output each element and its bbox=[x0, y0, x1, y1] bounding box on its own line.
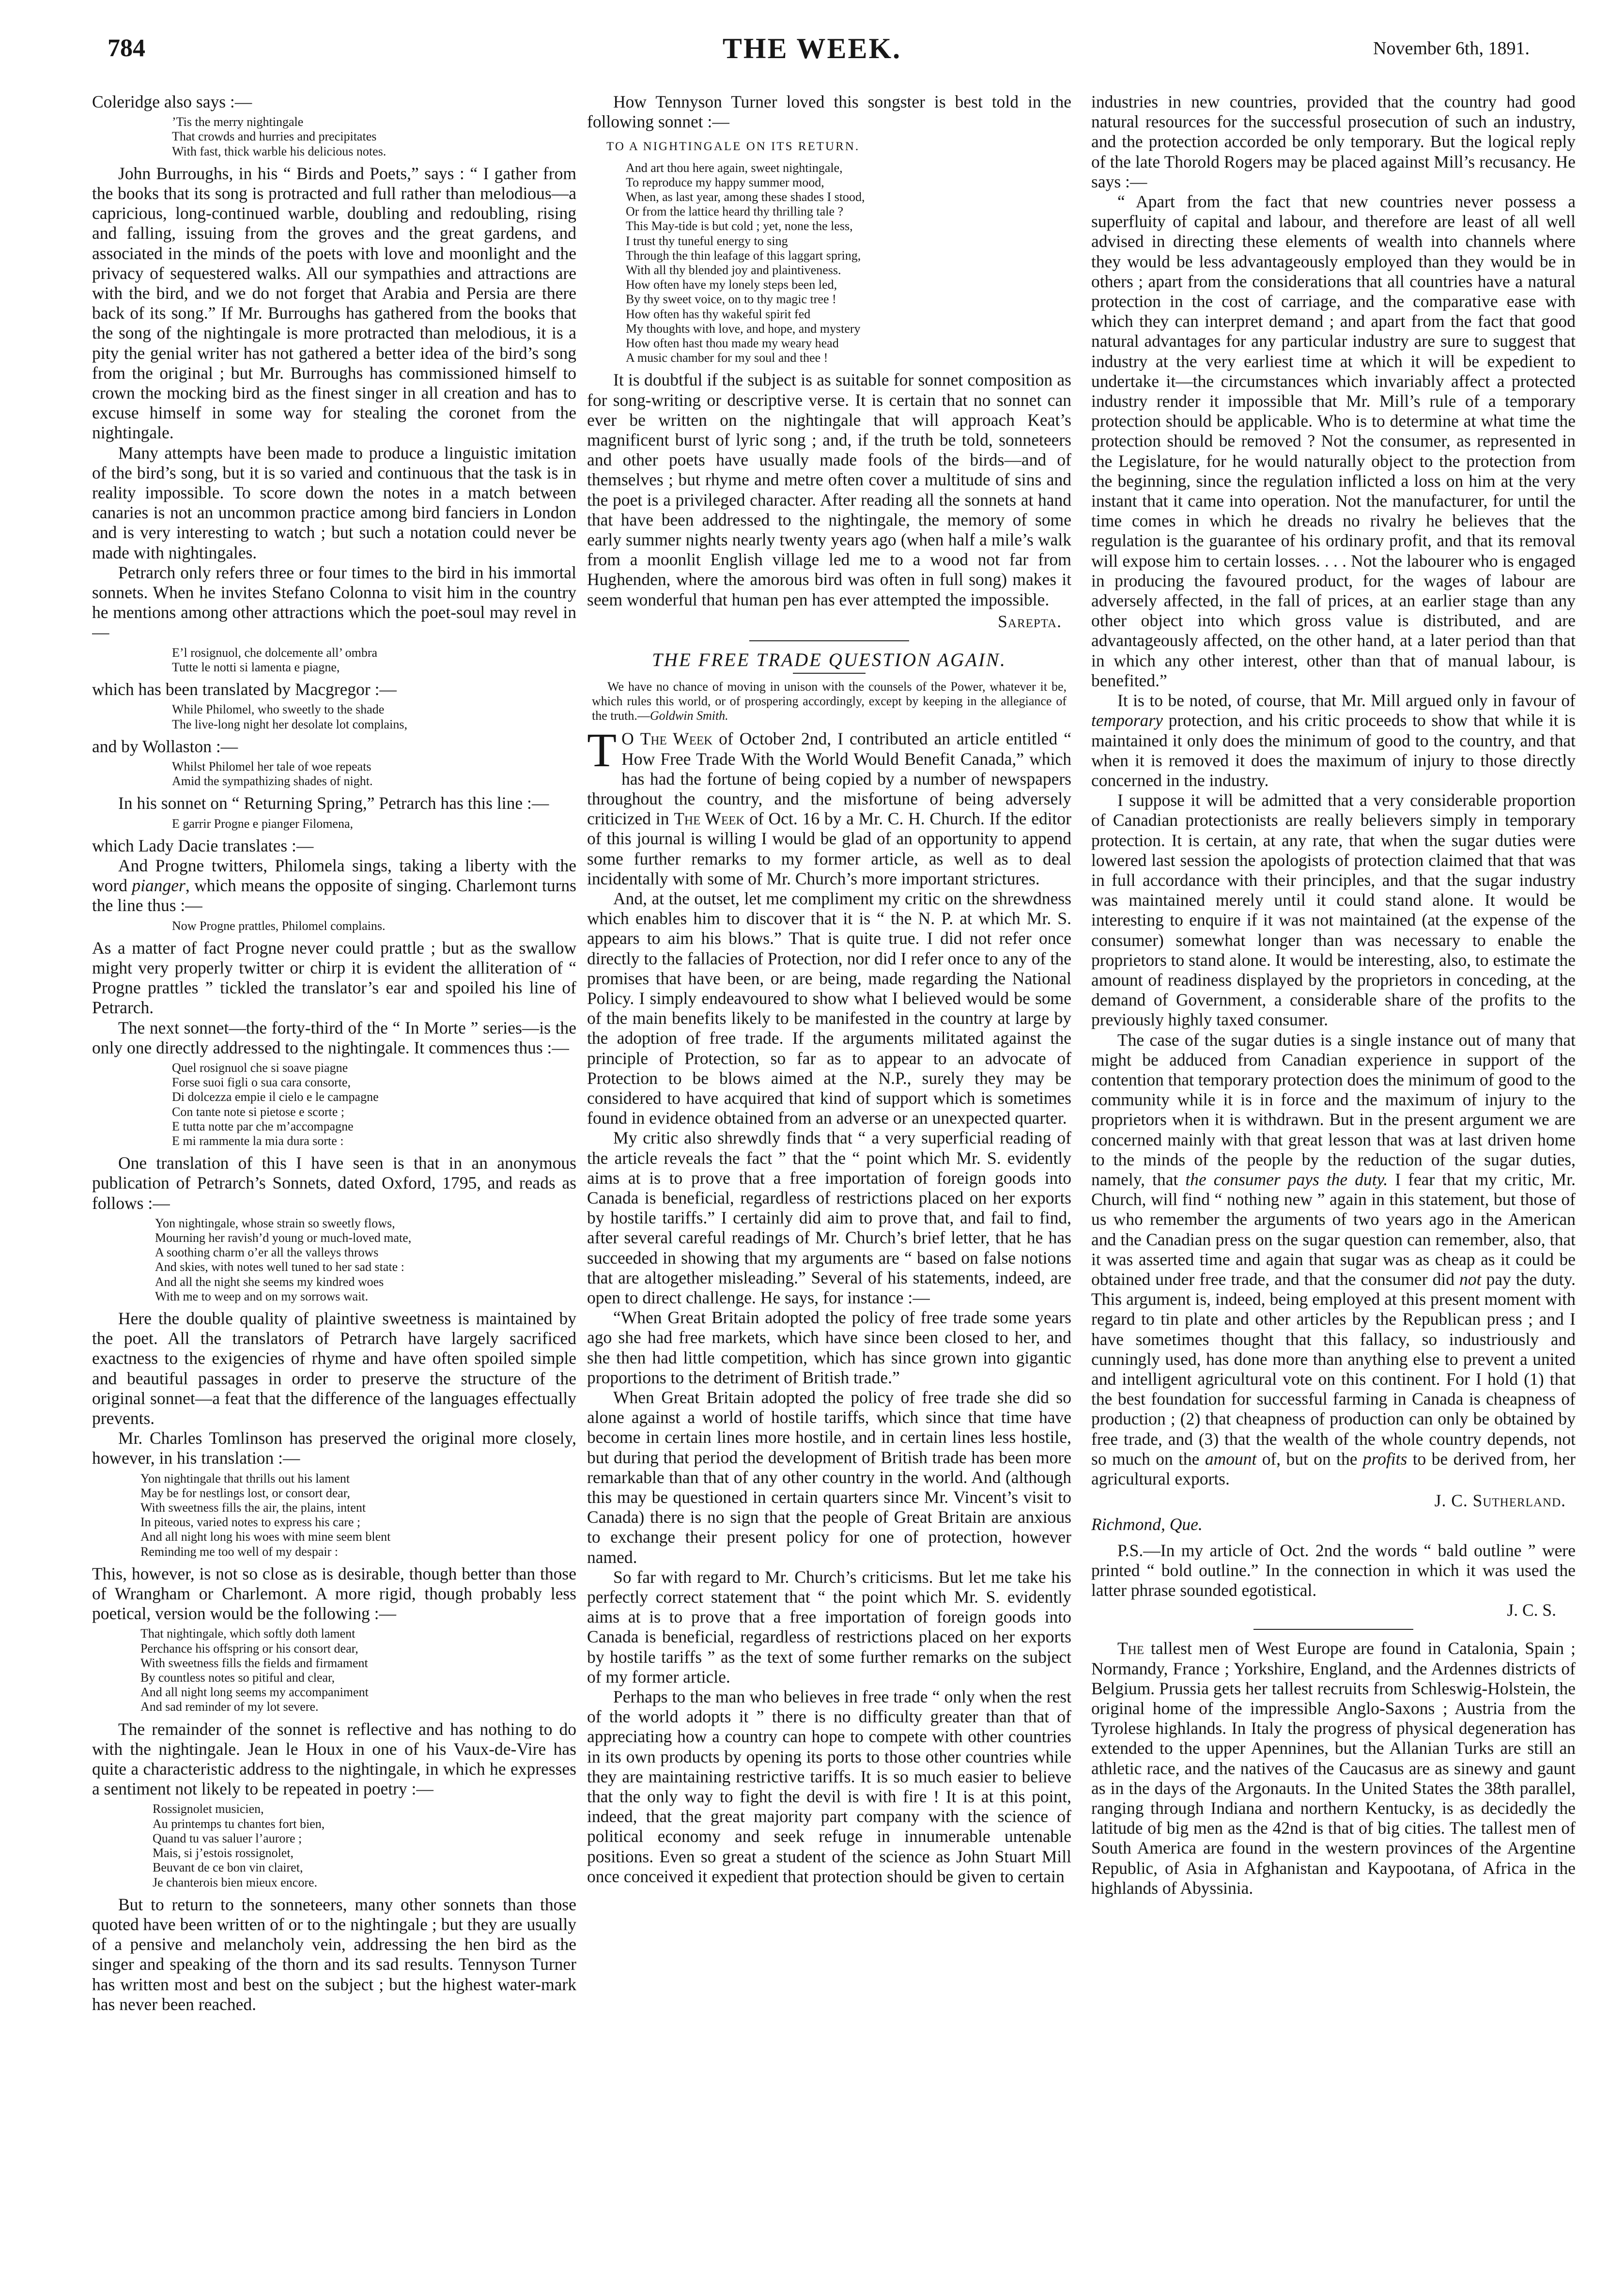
paragraph: Coleridge also says :— bbox=[92, 92, 252, 111]
poem-line: With me to weep and on my sorrows wait. bbox=[155, 1289, 369, 1303]
page-number: 784 bbox=[108, 34, 145, 62]
poem-quote bbox=[92, 919, 576, 933]
poem-line: How often have my lonely steps been led, bbox=[626, 278, 837, 292]
paragraph: It is doubtful if the subject is as suitable for sonnet composition as for song-writing or descriptive verse. It is certain that no sonnet can ever be written on the nightingale that will approach Keat’s magnificent burst of lyric song ; and, if the truth be told, sonneteers and other poets have usually made fools of the birds—and of themselves ; but rhyme and metre often cover a multitude of sins and the poet is a privileged character. After reading all the sonnets at hand that have been addressed to the nightingale, the memory of some early summer nights nearly twenty years ago (when half a mile’s walk from a moonlit English village led me to a wood not far from Hughenden, where the amorous bird was often in full song) makes it seem wonderful that human pen has ever attempted the impossible. bbox=[587, 370, 1071, 609]
poem-line: Au printemps tu chantes fort bien, bbox=[153, 1816, 325, 1831]
paragraph: So far with regard to Mr. Church’s criticisms. But let me take his perfectly correct statement that “ the point which Mr. S. evidently aims at is to prove that a free importation of foreign goods into Canada is beneficial, regardless of restrictions placed on her exports by hostile tariffs ” as the text of some further remarks on the subject of my former article. bbox=[587, 1567, 1071, 1687]
italic-run: not bbox=[1459, 1269, 1482, 1289]
drop-cap: T bbox=[587, 723, 617, 777]
paragraph bbox=[1091, 1030, 1576, 1489]
poem-line: Mourning her ravish’d young or much-loved mate, bbox=[155, 1230, 412, 1245]
poem-line: Rossignolet musicien, bbox=[153, 1802, 264, 1816]
italic-run: the consumer pays the duty. bbox=[1185, 1169, 1388, 1189]
italic-run: pianger bbox=[132, 876, 186, 896]
lead-word: The bbox=[1117, 1639, 1145, 1658]
poem-quote bbox=[92, 702, 576, 731]
text-run: I fear that my critic, Mr. Church, will find “ nothing new ” again in this statement, but those of us who remember the arguments of two years ago in the American and the Canadian press on the sugar question can remember, also, that it was asserted time and again that sugar was as cheap as it could be obtained under free trade, and that the consumer did bbox=[1091, 1169, 1576, 1289]
text-run: of Oct. 16 by a Mr. C. H. Church. If the editor of this journal is willing I would be glad of an opportunity to append some further remarks to my former article, as well as to deal incidentally with some of Mr. Church’s more important strictures. bbox=[587, 809, 1071, 888]
divider bbox=[793, 673, 866, 674]
publication-name: The Week bbox=[640, 729, 713, 749]
postscript: P.S.—In my article of Oct. 2nd the words “ bald outline ” were printed “ bold outline.” In the connection in which it was used the latter phrase sounded egotistical. bbox=[1091, 1540, 1576, 1600]
poem-line: A music chamber for my soul and thee ! bbox=[626, 351, 828, 365]
poem-line: E’l rosignuol, che dolcemente all’ ombra bbox=[172, 645, 378, 660]
paragraph: Petrarch only refers three or four times to the bird in his immortal sonnets. When he invites Stefano Colonna to visit him in the country he mentions among other attractions which the poet-soul may revel in— bbox=[92, 562, 576, 642]
sonnet bbox=[587, 161, 1071, 366]
poem-line: Di dolcezza empie il cielo e le campagne bbox=[172, 1090, 379, 1104]
poem-quote bbox=[92, 1802, 576, 1889]
paragraph: When Great Britain adopted the policy of free trade she did so alone against a world of hostile tariffs, which since that time have become in certain lines more hostile, and in certain lines less hostile, but during that period the development of British trade has been more remarkable than that of any other country in the world. And (although this may be questioned in certain quarters since Mr. Vincent’s visit to Canada) there is no sign that the people of Great Britain are anxious to exchange their present policy for one of protection, however named. bbox=[587, 1388, 1071, 1567]
publication-title: THE WEEK. bbox=[722, 32, 902, 64]
poem-line: By countless notes so pitiful and clear, bbox=[140, 1671, 335, 1685]
text-run: protection, and his critic proceeds to show that while it is maintained it only does the minimum of good to the country, and that when it is removed it does the maximum of injury to those directly concerned in the industry. bbox=[1091, 711, 1576, 790]
poem-line: My thoughts with love, and hope, and mystery bbox=[626, 321, 861, 336]
paragraph: “ Apart from the fact that new countries never possess a superfluity of capital and labour, and therefore are least of all well advised in directing these elements of wealth into channels where they would be less advantageously employed than they would be in others ; apart from the considerations that all countries have a natural protection in the cost of carriage, and the comparative ease with which they can interpret demand ; and apart from the fact that good natural advantages for any particular industry are sure to suggest that industry at the very earliest time at which it will be expedient to undertake it—the circumstances which invariably affect a protected industry render it impossible that Mr. Mill’s rule of a temporary protection should be applicable. Who is to determine at what time the protection should be removed ? Not the consumer, as represented in the Legislature, for he would naturally object to the protection from the beginning, since the regulation inflicted a loss on him at the very instant that it came into operation. Not the manufacturer, for until the time comes in which he dreads no rivalry he believes that the regulation is the guarantee of his ordinary profit, and that its removal will expose him to certain losses. . . . Not the labourer who is engaged in producing the favoured product, for the wages of labour are adversely affected, in the fall of prices, at an earlier stage than any other object into which gross value is distributed, and are advantageously affected, on the other hand, at a later period than that in which any other interest, other than that of manual labour, is benefited.” bbox=[1091, 192, 1576, 690]
issue-date: November 6th, 1891. bbox=[1373, 38, 1530, 59]
poem-line: Quel rosignuol che si soave piagne bbox=[172, 1060, 348, 1075]
column-3 bbox=[1091, 92, 1576, 2252]
poem-line: A soothing charm o’er all the valleys throws bbox=[155, 1245, 379, 1260]
poem-quote bbox=[92, 1471, 576, 1559]
paragraph: This, however, is not so close as is desirable, though better than those of Wrangham or Charlemont. A more rigid, though probably less poetical, version would be the following :— bbox=[92, 1563, 576, 1624]
paragraph: Many attempts have been made to produce a linguistic imitation of the bird’s song, but it is so varied and continuous that the task is in reality impossible. To score down the notes in a match between canaries is not an uncommon practice among bird fanciers in London and is very interesting to watch ; but such a notation could never be made with nightingales. bbox=[92, 443, 576, 562]
signature: Sarepta. bbox=[998, 611, 1062, 631]
poem-line: Quand tu vas saluer l’aurore ; bbox=[153, 1831, 302, 1845]
italic-run: amount bbox=[1205, 1449, 1257, 1469]
italic-run: profits bbox=[1362, 1449, 1407, 1469]
paragraph: Perhaps to the man who believes in free trade “ only when the rest of the world adopts it ” there is no difficulty greater than that of appreciating how a country can hope to compete with other countries in its own products by opening its ports to those other countries while they are maintaining restrictive tariffs. It is so much easier to believe that the only way to fight the devil is with fire ! It is at this point, indeed, that the great majority part company with the science of political economy and seek refuge in innumerable untenable positions. Even so great a student of the science as John Stuart Mill once conceived it expedient that protection should be given to certain bbox=[587, 1687, 1071, 1886]
poem-line: Yon nightingale that thrills out his lament bbox=[140, 1471, 350, 1486]
poem-quote bbox=[92, 1061, 576, 1148]
publication-name: The Week bbox=[674, 809, 745, 829]
text-run: of October 2nd, I contributed an article entitled “ How Free Trade With the World Would Benefit Canada,” which has had the fortune of being copied by a number of newspapers throughout the country, and the misfortune of being adversely criticized in bbox=[587, 729, 1071, 829]
poem-line: How often has thy wakeful spirit fed bbox=[626, 307, 811, 321]
poem-line: By thy sweet voice, on to thy magic tree ! bbox=[626, 292, 836, 307]
poem-line: Tutte le notti si lamenta e piagne, bbox=[172, 660, 340, 674]
paragraph: which has been translated by Macgregor :— bbox=[92, 680, 397, 699]
text-run: O bbox=[621, 729, 640, 749]
poem-line: With all thy blended joy and plaintiveness. bbox=[626, 263, 841, 278]
poem-line: With sweetness fills the fields and firmament bbox=[140, 1656, 368, 1670]
poem-quote bbox=[92, 759, 576, 789]
poem-line: And all the night she seems my kindred woes bbox=[155, 1274, 384, 1289]
paragraph: John Burroughs, in his “ Birds and Poets,” says : “ I gather from the books that its song is protracted and full rather than melodious—a capricious, long-continued warble, doubling and redoubling, rising and falling, issuing from the groves and the great gardens, and associated in the minds of the poets with love and moonlight and the privacy of sequestered walks. All our sympathies and attractions are with the bird, and we do not forget that Arabia and Persia are there back of its song.” If Mr. Burroughs has gathered from the books that the song of the nightingale is more protracted than melodious, it is a pity the genial writer has not gathered a better idea of the bird’s song from the original ; but Mr. Burroughs has commissioned himself to crown the mocking bird as the finest singer in all creation and has to excuse himself in some way for stealing the coronet from the nightingale. bbox=[92, 163, 576, 443]
article-title: THE FREE TRADE QUESTION AGAIN. bbox=[652, 650, 1006, 671]
poem-line: The live-long night her desolate lot complains, bbox=[172, 717, 407, 731]
poem-line: Whilst Philomel her tale of woe repeats bbox=[172, 759, 371, 774]
poem-line: Con tante note si pietose e scorte ; bbox=[172, 1104, 344, 1119]
poem-line: Je chanterois bien mieux encore. bbox=[153, 1875, 318, 1889]
paragraph: My critic also shrewdly finds that “ a very superficial reading of the article reveals the fact ” that the “ point which Mr. S. evidently aims at is to prove that a free importation of foreign goods into Canada is beneficial, regardless of restrictions placed on her exports by hostile tariffs.” I certainly did aim to prove that, and fail to find, after several careful readings of Mr. Church’s brief letter, that he has succeeded in showing that my arguments are “ based on false notions that are altogether misleading.” Several of his statements, indeed, are open to direct challenge. He says, for instance :— bbox=[587, 1128, 1071, 1307]
poem-line: Perchance his offspring or his consort dear, bbox=[140, 1641, 358, 1656]
paragraph: and by Wollaston :— bbox=[92, 736, 238, 756]
poem-line: This May-tide is but cold ; yet, none the less, bbox=[626, 219, 853, 233]
poem-quote bbox=[92, 646, 576, 675]
paragraph: “When Great Britain adopted the policy of free trade some years ago she had free markets, which have since been closed to her, and she then had little competition, which has since grown into gigantic proportions to the detriment of British trade.” bbox=[587, 1308, 1071, 1387]
poem-line: I trust thy tuneful energy to sing bbox=[626, 233, 788, 248]
epigraph bbox=[592, 680, 1067, 723]
text-run: It is to be noted, of course, that Mr. Mill argued only in favour of bbox=[1117, 691, 1576, 711]
poem-line: E tutta notte par che m’accompagne bbox=[172, 1119, 354, 1133]
text-run: And Progne twitters, Philomela sings, taking a liberty with the word bbox=[92, 855, 576, 896]
dateline-place: Richmond, Que. bbox=[1091, 1515, 1203, 1534]
poem-line: May be for nestlings lost, or consort dear, bbox=[140, 1486, 350, 1500]
column-2 bbox=[587, 92, 1071, 2252]
poem-line: With fast, thick warble his delicious notes. bbox=[172, 144, 387, 158]
poem-line: Amid the sympathizing shades of night. bbox=[172, 774, 373, 789]
poem-line: How often hast thou made my weary head bbox=[626, 336, 839, 351]
paragraph: In his sonnet on “ Returning Spring,” Petrarch has this line :— bbox=[118, 793, 549, 813]
poem-line: Through the thin leafage of this laggart spring, bbox=[626, 248, 861, 263]
paragraph bbox=[587, 723, 1071, 889]
poem-line: Forse suoi figli o sua cara consorte, bbox=[172, 1075, 351, 1090]
paragraph: The remainder of the sonnet is reflective and has nothing to do with the nightingale. Jean le Houx in one of his Vaux-de-Vire has quite a characteristic address to the nightingale, in which he expresses a sentiment not likely to be repeated in poetry :— bbox=[92, 1719, 576, 1799]
paragraph: I suppose it will be admitted that a very considerable proportion of Canadian protectionists are really believers simply in temporary protection. It is certain, at any rate, that when the sugar duties were lowered last session the apologists of protection claimed that that was in full accordance with their principles, and that the sugar industry was maintained merely until it could stand alone. It would be interesting to enquire if it was not maintained (at the expense of the consumer) somewhat longer than was necessary to enable the proprietors to stand alone. It would be interesting, also, to estimate the amount of readiness displayed by the proprietors in conceding, at the demand of Government, a considerable share of the profits to the previously highly taxed consumer. bbox=[1091, 790, 1576, 1030]
attribution: Goldwin Smith. bbox=[650, 709, 728, 723]
divider bbox=[1253, 1629, 1413, 1630]
paragraph bbox=[1091, 691, 1576, 790]
poem-line: And skies, with notes well tuned to her sad state : bbox=[155, 1260, 404, 1274]
poem-quote bbox=[92, 1216, 576, 1304]
paragraph: Mr. Charles Tomlinson has preserved the original more closely, however, in his translation :— bbox=[92, 1428, 576, 1468]
poem-line: That nightingale, which softly doth lament bbox=[140, 1626, 356, 1641]
poem-line: When, as last year, among these shades I stood, bbox=[626, 190, 865, 204]
poem-line: And all night long his woes with mine seem blent bbox=[140, 1530, 391, 1544]
poem-line: Yon nightingale, whose strain so sweetly flows, bbox=[155, 1216, 395, 1230]
paragraph: One translation of this I have seen is that in an anonymous publication of Petrarch’s Sonnets, dated Oxford, 1795, and reads as follows :— bbox=[92, 1153, 576, 1213]
text-run: We have no chance of moving in unison with the counsels of the Power, whatever it be, which rules this world, or of prospering accordingly, except by keeping in the allegiance of the truth.— bbox=[592, 680, 1067, 723]
italic-run: temporary bbox=[1091, 711, 1163, 730]
paragraph: industries in new countries, provided that the country had good natural resources for the successful prosecution of such an industry, and the protection accorded be only temporary. But the logical reply of the late Thorold Rogers may be placed against Mill’s recusancy. He says :— bbox=[1091, 92, 1576, 191]
poem-quote bbox=[92, 817, 576, 831]
poem-line: Reminding me too well of my despair : bbox=[140, 1544, 338, 1559]
poem-line: That crowds and hurries and precipitates bbox=[172, 129, 377, 144]
divider bbox=[749, 640, 909, 641]
text-run: The case of the sugar duties is a single instance out of many that might be adduced from Canadian experience in support of the contention that temporary protection does the minimum of good to the community while it is in force and the maximum of injury to the proprietors when it is withdrawn. But in the present argument we are concerned mainly with that great lesson that was at last driven home to the minds of the people by the reduction of the sugar duties, namely, that bbox=[1091, 1030, 1576, 1189]
paragraph: As a matter of fact Progne never could prattle ; but as the swallow might very properly twitter or chirp it is evident the alliteration of “ Progne prattles ” tickled the translator’s ear and spoiled his line of Petrarch. bbox=[92, 938, 576, 1018]
poem-line: In piteous, varied notes to express his care ; bbox=[140, 1515, 361, 1530]
poem-line: And all night long seems my accompaniment bbox=[140, 1685, 369, 1700]
poem-line: E mi rammente la mia dura sorte : bbox=[172, 1133, 344, 1148]
poem-line: Mais, si j’estois rossignolet, bbox=[153, 1846, 294, 1860]
poem-line: ’Tis the merry nightingale bbox=[172, 115, 304, 129]
postscript-signature: J. C. S. bbox=[1507, 1600, 1556, 1620]
paragraph: But to return to the sonneteers, many other sonnets than those quoted have been written of or to the nightingale ; but they are usually of a pensive and melancholy vein, addressing the hen bird as the singer and speaking of the thorn and its sad results. Tennyson Turner has written most and best on the subject ; but the highest water-mark has never been reached. bbox=[92, 1894, 576, 2014]
poem-line: To reproduce my happy summer mood, bbox=[626, 175, 824, 189]
text-run: pay the duty. This argument is, indeed, being employed at this present moment with regard to tin plate and other articles by the Republican press ; and I have sometimes thought that this fallacy, so industriously and cunningly used, has done more than anything else to prevent a united and intelligent agricultural vote on this continent. For I hold (1) that the best foundation for successful farming in Canada is cheapness of production ; (2) that cheapness of production can only be obtained by free trade, and (3) that the wealth of the whole country depends, not so much on the bbox=[1091, 1269, 1576, 1469]
poem-title: TO A NIGHTINGALE ON ITS RETURN. bbox=[606, 140, 860, 154]
paragraph: Here the double quality of plaintive sweetness is maintained by the poet. All the translators of Petrarch have largely sacrificed exactness to the exigencies of rhyme and have often spoiled simple and beautiful passages in order to preserve the structure of the original sonnet—a feat that the difference of the languages effectually prevents. bbox=[92, 1309, 576, 1428]
paragraph: The next sonnet—the forty-third of the “ In Morte ” series—is the only one directly addressed to the nightingale. It commences thus :— bbox=[92, 1018, 576, 1057]
poem-quote bbox=[92, 1626, 576, 1714]
text-run: to be derived from, her agricultural exports. bbox=[1091, 1449, 1576, 1489]
poem-line: And sad reminder of my lot severe. bbox=[140, 1700, 319, 1714]
poem-line: E garrir Progne e pianger Filomena, bbox=[172, 816, 353, 831]
poem-line: And art thou here again, sweet nightingale, bbox=[626, 160, 843, 175]
page-header bbox=[0, 0, 1624, 73]
paragraph bbox=[92, 856, 576, 916]
poem-line: While Philomel, who sweetly to the shade bbox=[172, 702, 385, 717]
poem-line: Or from the lattice heard thy thrilling tale ? bbox=[626, 204, 844, 219]
text-run: , which means the opposite of singing. Charlemont turns the line thus :— bbox=[92, 876, 576, 915]
paragraph: And, at the outset, let me compliment my critic on the shrewdness which enables him to discover that it is “ the N. P. at which Mr. S. appears to aim his blows.” That is quite true. I did not refer once directly to the fallacies of Protection, nor did I refer once to any of the promises that have been, or are being, made regarding the National Policy. I simply endeavoured to show what I believed would be some of the main benefits likely to be manifested in the country at large by the adoption of free trade. If the arguments militated against the principle of Protection, so far as to appear to an advocate of Protection to be blows aimed at the N.P., surely they may be considered to have acquired that kind of support which is sometimes found in evidence obtained from an adverse or an unexpected quarter. bbox=[587, 888, 1071, 1128]
signature: J. C. Sutherland. bbox=[1434, 1491, 1566, 1511]
column-1 bbox=[92, 92, 576, 2252]
text-run: tallest men of West Europe are found in Catalonia, Spain ; Normandy, France ; Yorkshire, England, and the Ardennes districts of Belgium. Prussia gets her tallest recruits from Schleswig-Holstein, the original home of the impressible Anglo-Saxons ; Austria from the Tyrolese highlands. In Italy the progress of physical degeneration has extended to the upper Apennines, but the Allanian Turks are still an athletic race, and the natives of the Caucasus are as sinewy and gaunt as in the days of the Argonauts. In the United States the 38th parallel, ranging through Indiana and northern Kentucky, is as decidedly the latitude of big men as the 42nd is that of big cities. The tallest men of South America are found in the western provinces of the Argentine Republic, of Asia in Afghanistan and Kaypootana, of Africa in the highlands of Abyssinia. bbox=[1091, 1639, 1576, 1898]
text-run: of, but on the bbox=[1256, 1449, 1363, 1469]
paragraph: How Tennyson Turner loved this songster is best told in the following sonnet :— bbox=[587, 92, 1071, 132]
poem-quote bbox=[92, 115, 576, 159]
paragraph: which Lady Dacie translates :— bbox=[92, 836, 314, 855]
poem-line: Beuvant de ce bon vin clairet, bbox=[153, 1860, 303, 1875]
paragraph bbox=[1091, 1639, 1576, 1898]
poem-line: With sweetness fills the air, the plains, intent bbox=[140, 1501, 366, 1515]
poem-line: Now Progne prattles, Philomel complains. bbox=[172, 918, 386, 933]
